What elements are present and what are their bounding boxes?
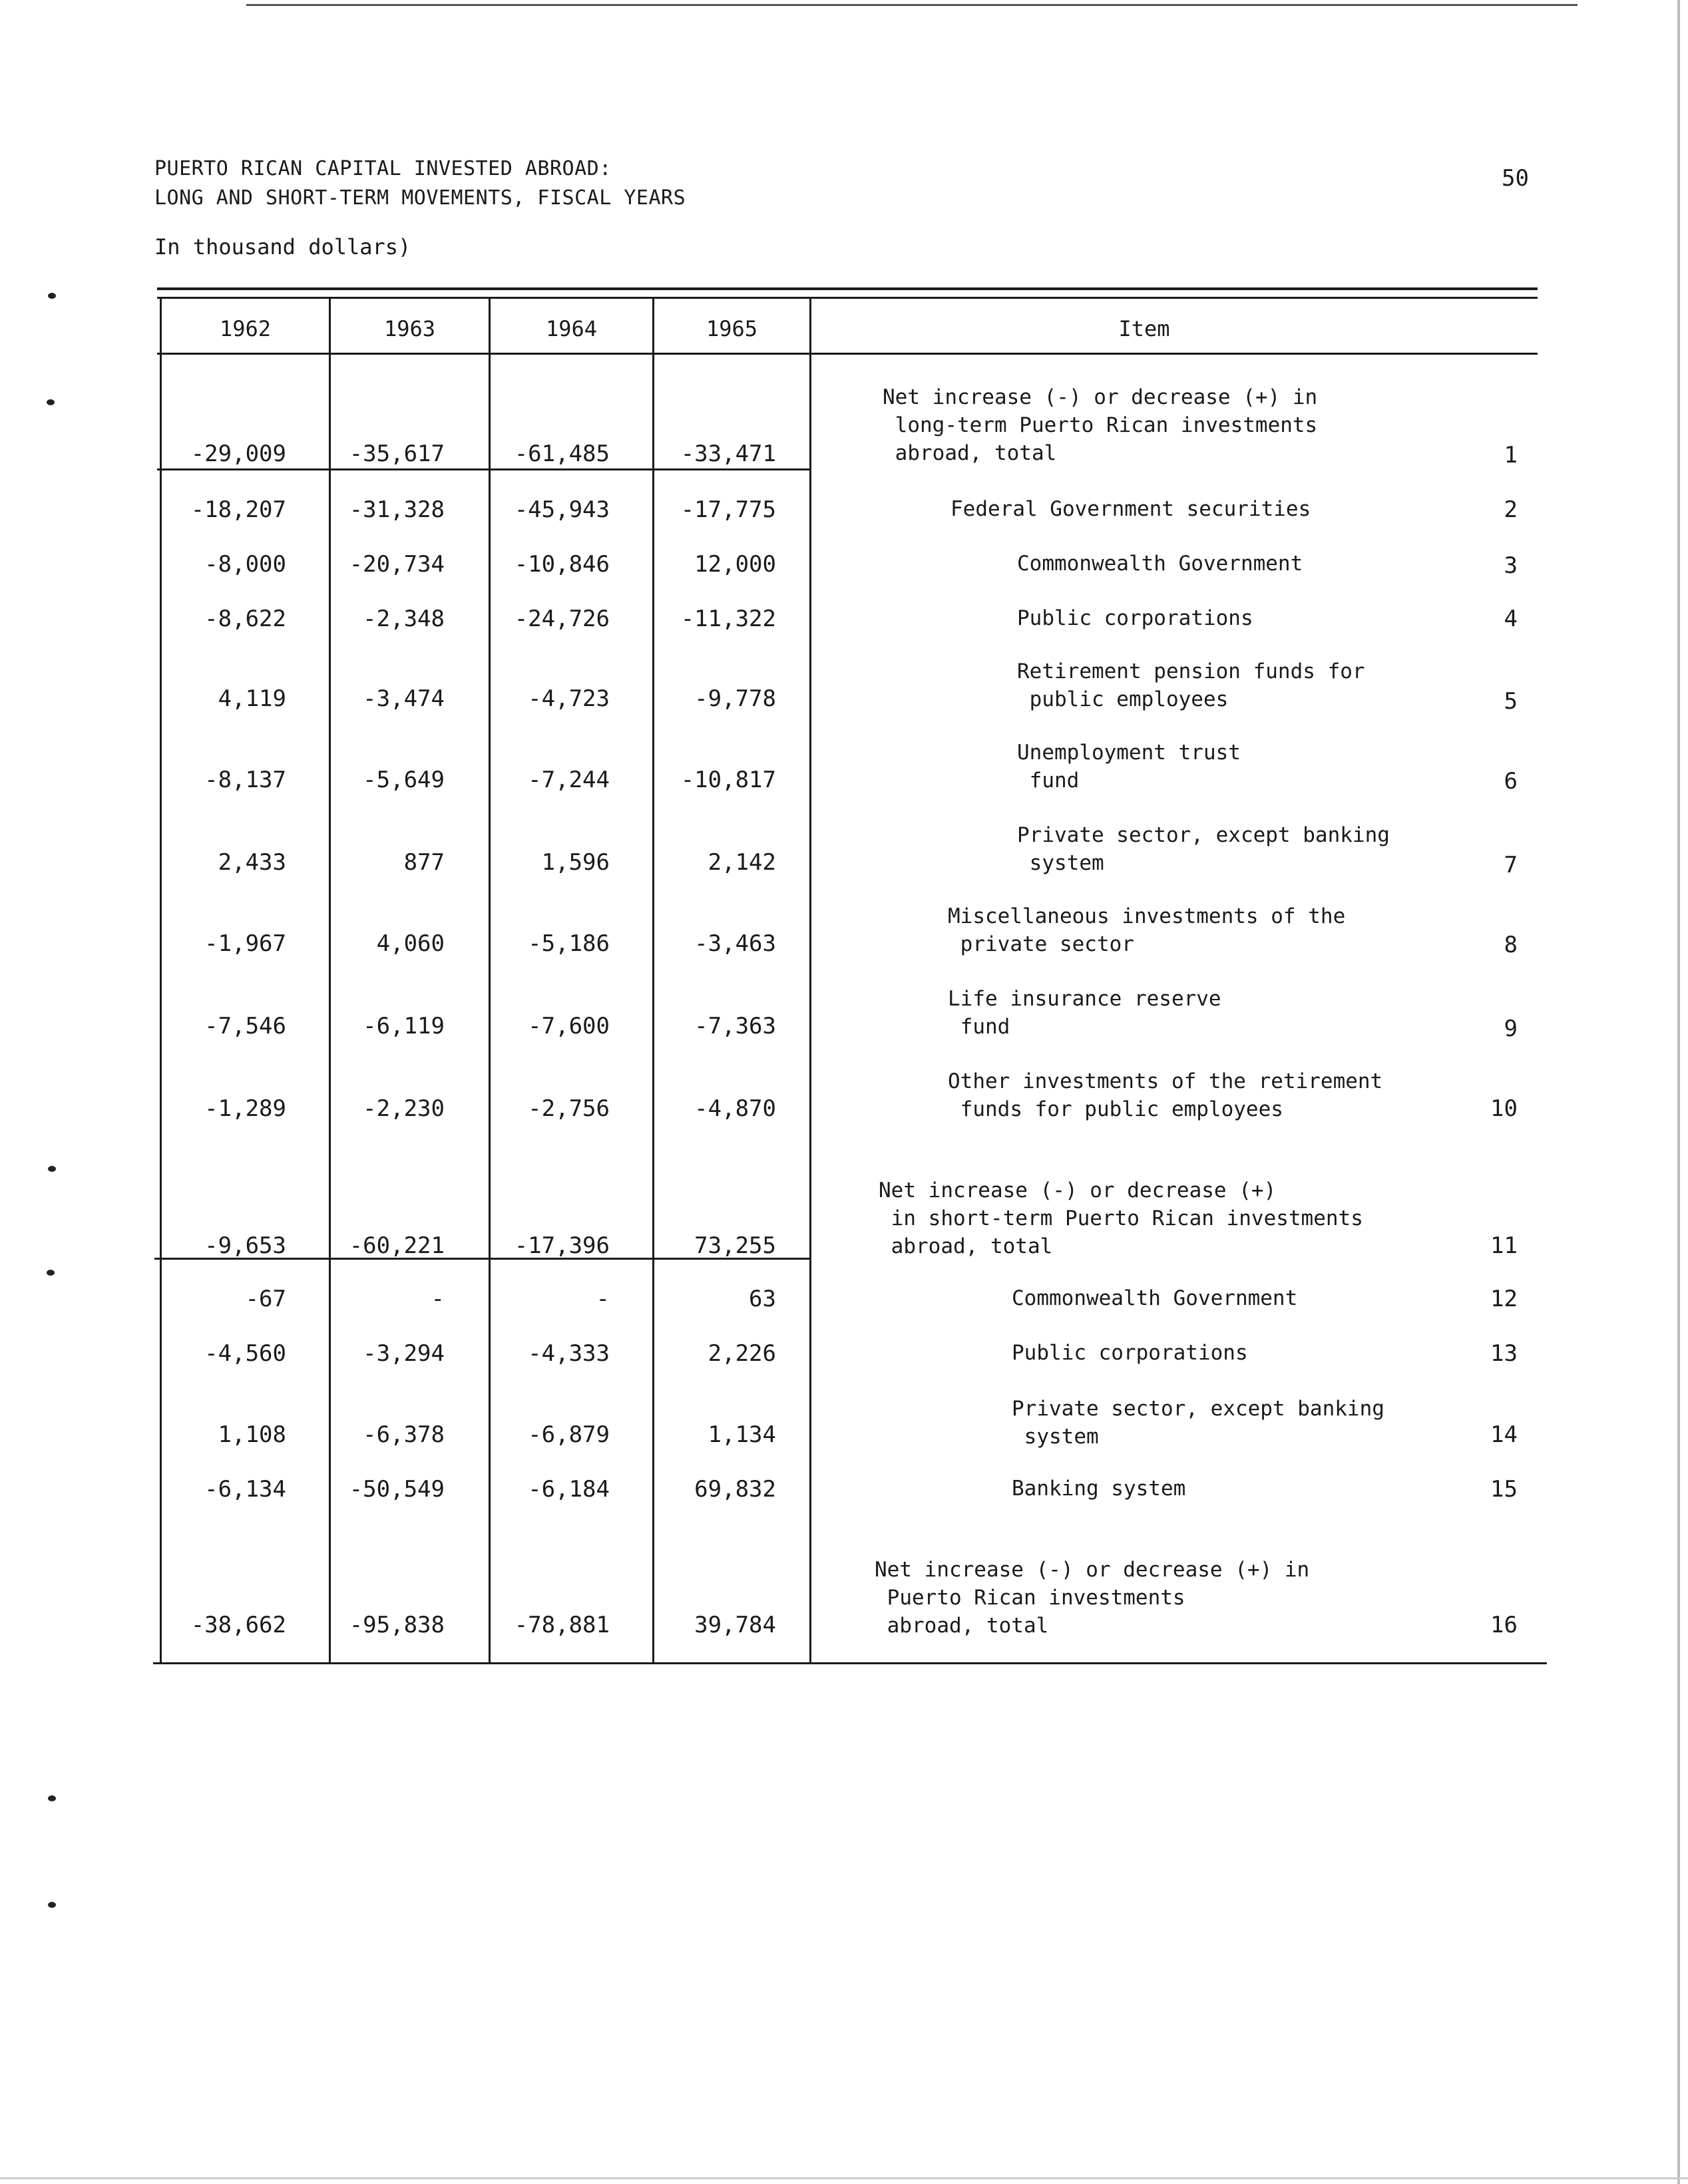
item-label: Banking system: [1012, 1477, 1186, 1501]
cell-1963: -6,119: [363, 1013, 445, 1039]
line-number: 15: [1490, 1476, 1518, 1503]
page-number: 50: [1502, 165, 1529, 192]
cell-1964: -7,600: [528, 1013, 610, 1039]
cell-1963: -95,838: [349, 1612, 445, 1638]
cell-1963: -20,734: [349, 551, 445, 578]
line-number: 3: [1504, 552, 1518, 579]
cell-1964: 1,596: [541, 849, 610, 876]
line-number: 16: [1490, 1612, 1518, 1638]
cell-1962: 4,119: [218, 685, 286, 712]
line-number: 8: [1504, 932, 1518, 958]
cell-1964: -10,846: [514, 551, 610, 578]
cell-1964: -6,184: [528, 1476, 610, 1503]
line-number: 4: [1504, 606, 1518, 632]
cell-1963: -5,649: [363, 767, 445, 793]
section-rule-long-term: [157, 468, 811, 470]
cell-1965: 2,226: [708, 1340, 776, 1367]
cell-1963: -2,230: [363, 1095, 445, 1122]
column-header-1963: 1963: [383, 316, 436, 341]
line-number: 11: [1490, 1232, 1518, 1259]
cell-1964: -: [596, 1286, 610, 1312]
cell-1962: -8,000: [204, 551, 286, 578]
cell-1964: -24,726: [514, 606, 610, 632]
cell-1962: -8,622: [204, 606, 286, 632]
column-header-1965: 1965: [706, 316, 758, 341]
cell-1963: -: [431, 1286, 445, 1312]
cell-1964: -6,879: [528, 1421, 610, 1448]
cell-1962: -18,207: [190, 496, 286, 523]
column-divider: [809, 297, 811, 1664]
cell-1963: -31,328: [349, 496, 445, 523]
item-label: Public corporations: [1012, 1341, 1248, 1365]
cell-1963: -3,474: [363, 685, 445, 712]
column-divider: [489, 297, 491, 1664]
title-line-2: LONG AND SHORT-TERM MOVEMENTS, FISCAL YEARS: [154, 186, 686, 210]
cell-1963: -35,617: [349, 441, 445, 467]
line-number: 5: [1504, 688, 1518, 715]
cell-1965: 12,000: [694, 551, 776, 578]
cell-1963: -50,549: [349, 1476, 445, 1503]
table-bottom-rule: [153, 1662, 1547, 1664]
cell-1965: -7,363: [694, 1013, 776, 1039]
item-label: Public corporations: [1017, 606, 1253, 630]
title-line-1: PUERTO RICAN CAPITAL INVESTED ABROAD:: [154, 157, 612, 180]
line-number: 10: [1490, 1095, 1518, 1122]
table-top-rule-2: [157, 297, 1538, 299]
cell-1964: -61,485: [514, 441, 610, 467]
column-header-1962: 1962: [219, 316, 272, 341]
cell-1962: -4,560: [204, 1340, 286, 1367]
line-number: 1: [1504, 442, 1518, 468]
cell-1962: 2,433: [218, 849, 286, 876]
cell-1962: -6,134: [204, 1476, 286, 1503]
item-label: Net increase (-) or decrease (+) in Puerto Rican investments abroad, total: [875, 1558, 1310, 1638]
item-label: Life insurance reserve fund: [948, 987, 1221, 1039]
scan-border-right: [1677, 0, 1680, 2184]
item-label: Net increase (-) or decrease (+) in short-term Puerto Rican investments abroad, total: [879, 1179, 1363, 1258]
cell-1962: -7,546: [204, 1013, 286, 1039]
item-label: Net increase (-) or decrease (+) in long-term Puerto Rican investments abroad, total: [883, 385, 1318, 465]
cell-1963: -6,378: [363, 1421, 445, 1448]
cell-1963: -60,221: [349, 1232, 445, 1259]
binder-hole-mark: [47, 399, 55, 405]
binder-hole-mark: [48, 293, 56, 299]
cell-1965: -10,817: [680, 767, 776, 793]
line-number: 6: [1504, 768, 1518, 795]
page-title: [154, 154, 686, 213]
item-label: Retirement pension funds for public employees: [1017, 659, 1365, 711]
cell-1962: -8,137: [204, 767, 286, 793]
cell-1965: -4,870: [694, 1095, 776, 1122]
cell-1962: -67: [245, 1286, 286, 1312]
cell-1965: -33,471: [680, 441, 776, 467]
item-label: Commonwealth Government: [1017, 552, 1303, 576]
cell-1965: 63: [749, 1286, 776, 1312]
cell-1964: -45,943: [514, 496, 610, 523]
column-divider: [329, 297, 331, 1664]
cell-1962: -9,653: [204, 1232, 286, 1259]
cell-1964: -7,244: [528, 767, 610, 793]
cell-1965: -3,463: [694, 930, 776, 957]
cell-1962: -29,009: [190, 441, 286, 467]
cell-1962: 1,108: [218, 1421, 286, 1448]
cell-1963: 877: [403, 849, 445, 876]
line-number: 12: [1490, 1286, 1518, 1312]
cell-1964: -2,756: [528, 1095, 610, 1122]
column-divider: [160, 297, 162, 1664]
cell-1963: 4,060: [376, 930, 445, 957]
line-number: 2: [1504, 496, 1518, 523]
cell-1965: -17,775: [680, 496, 776, 523]
cell-1962: -1,289: [204, 1095, 286, 1122]
cell-1965: -11,322: [680, 606, 776, 632]
scan-border-top: [246, 4, 1578, 6]
column-header-1964: 1964: [545, 316, 598, 341]
cell-1962: -1,967: [204, 930, 286, 957]
cell-1962: -38,662: [190, 1612, 286, 1638]
item-label: Commonwealth Government: [1012, 1286, 1298, 1310]
cell-1964: -78,881: [514, 1612, 610, 1638]
cell-1964: -4,333: [528, 1340, 610, 1367]
cell-1964: -5,186: [528, 930, 610, 957]
item-label: Unemployment trust fund: [1017, 741, 1241, 793]
cell-1965: 1,134: [708, 1421, 776, 1448]
scan-border-bottom: [0, 2177, 1688, 2179]
line-number: 13: [1490, 1340, 1518, 1367]
cell-1964: -4,723: [528, 685, 610, 712]
binder-hole-mark: [48, 1166, 56, 1172]
item-label: Other investments of the retirement funds for public employees: [948, 1069, 1383, 1121]
line-number: 7: [1504, 852, 1518, 878]
cell-1965: 2,142: [708, 849, 776, 876]
cell-1965: 69,832: [694, 1476, 776, 1503]
item-label: Federal Government securities: [950, 497, 1311, 521]
cell-1963: -3,294: [363, 1340, 445, 1367]
cell-1965: 73,255: [694, 1232, 776, 1259]
item-label: Miscellaneous investments of the private sector: [948, 904, 1346, 956]
item-label: Private sector, except banking system: [1017, 823, 1390, 875]
line-number: 9: [1504, 1015, 1518, 1042]
column-divider: [652, 297, 654, 1664]
cell-1965: -9,778: [694, 685, 776, 712]
cell-1963: -2,348: [363, 606, 445, 632]
cell-1965: 39,784: [694, 1612, 776, 1638]
table-top-rule: [157, 287, 1538, 290]
binder-hole-mark: [48, 1902, 56, 1908]
item-label: Private sector, except banking system: [1012, 1397, 1384, 1449]
column-header-item: Item: [1118, 316, 1170, 341]
header-bottom-rule: [157, 353, 1538, 355]
binder-hole-mark: [48, 1795, 56, 1801]
units-note: In thousand dollars): [154, 234, 411, 260]
line-number: 14: [1490, 1421, 1518, 1448]
binder-hole-mark: [47, 1270, 55, 1276]
cell-1964: -17,396: [514, 1232, 610, 1259]
